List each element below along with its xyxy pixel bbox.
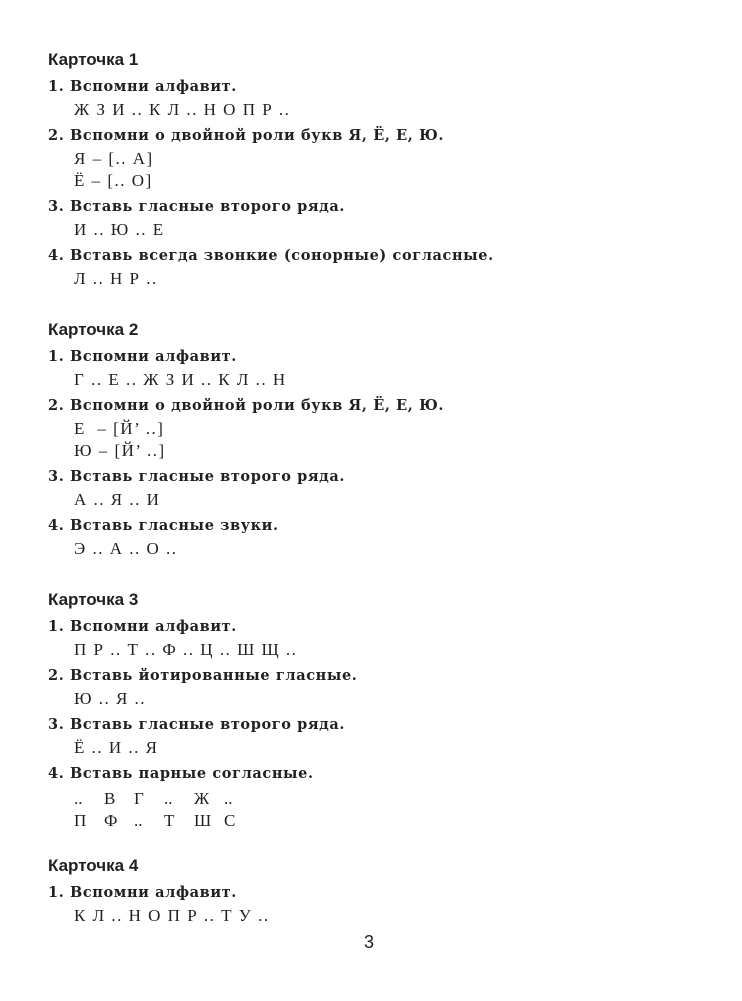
card	[48, 48, 688, 290]
task-title: 1. Вспомни алфавит.	[48, 884, 237, 901]
grid-cell: Ж	[194, 789, 210, 808]
task-line: Л .. Н Р ..	[74, 269, 158, 288]
task-line: Ё – [.. О]	[74, 171, 153, 190]
grid-cell: Ш	[194, 811, 212, 830]
task-title: 2. Вспомни о двойной роли букв Я, Ё, Е, Ю.	[48, 127, 445, 144]
grid-cell: П	[74, 811, 87, 830]
task-item	[48, 881, 688, 927]
card-title: Карточка 3	[48, 590, 139, 609]
task-item	[48, 195, 688, 241]
card-title: Карточка 1	[48, 50, 139, 69]
consonant-grid	[48, 788, 688, 832]
task-title: 3. Вставь гласные второго ряда.	[48, 198, 346, 215]
task-line: Я – [.. А]	[74, 149, 154, 168]
task-title: 1. Вспомни алфавит.	[48, 348, 237, 365]
task-item	[48, 394, 688, 462]
card	[48, 588, 688, 832]
task-line: Э .. А .. О ..	[74, 539, 178, 558]
task-title: 1. Вспомни алфавит.	[48, 618, 237, 635]
task-title: 3. Вставь гласные второго ряда.	[48, 468, 346, 485]
task-item	[48, 664, 688, 710]
task-title: 3. Вставь гласные второго ряда.	[48, 716, 346, 733]
task-line: Ю – [Й’ ..]	[74, 441, 166, 460]
task-title: 4. Вставь парные согласные.	[48, 765, 314, 782]
card	[48, 854, 688, 927]
task-line: А .. Я .. И	[74, 490, 161, 509]
grid-cell: ..	[74, 789, 83, 808]
task-line: Ё .. И .. Я	[74, 738, 159, 757]
task-item	[48, 713, 688, 759]
grid-cell: В	[104, 789, 116, 808]
grid-cell: Ф	[104, 811, 118, 830]
task-title: 1. Вспомни алфавит.	[48, 78, 237, 95]
grid-cell: Т	[164, 811, 175, 830]
task-item	[48, 514, 688, 560]
card	[48, 318, 688, 560]
grid-cell: ..	[134, 811, 143, 830]
page-number: 3	[364, 932, 375, 952]
task-line: Г .. Е .. Ж З И .. К Л .. Н	[74, 370, 287, 389]
task-title: 4. Вставь всегда звонкие (сонорные) согласные.	[48, 247, 494, 264]
grid-cell: ..	[164, 789, 173, 808]
task-item	[48, 244, 688, 290]
grid-cell: С	[224, 811, 236, 830]
task-item	[48, 762, 688, 832]
grid-cell: Г	[134, 789, 144, 808]
task-line: Ю .. Я ..	[74, 689, 147, 708]
grid-cell: ..	[224, 789, 233, 808]
task-line: Ж З И .. К Л .. Н О П Р ..	[74, 100, 291, 119]
task-item	[48, 615, 688, 661]
task-item	[48, 345, 688, 391]
card-title: Карточка 4	[48, 856, 139, 875]
task-line: П Р .. Т .. Ф .. Ц .. Ш Щ ..	[74, 640, 298, 659]
task-item	[48, 124, 688, 192]
task-line: И .. Ю .. Е	[74, 220, 165, 239]
task-line: К Л .. Н О П Р .. Т У ..	[74, 906, 270, 925]
task-title: 2. Вспомни о двойной роли букв Я, Ё, Е, Ю.	[48, 397, 445, 414]
task-item	[48, 465, 688, 511]
task-line: Е – [Й’ ..]	[74, 419, 165, 438]
card-title: Карточка 2	[48, 320, 139, 339]
task-item	[48, 75, 688, 121]
task-title: 4. Вставь гласные звуки.	[48, 517, 279, 534]
task-title: 2. Вставь йотированные гласные.	[48, 667, 358, 684]
